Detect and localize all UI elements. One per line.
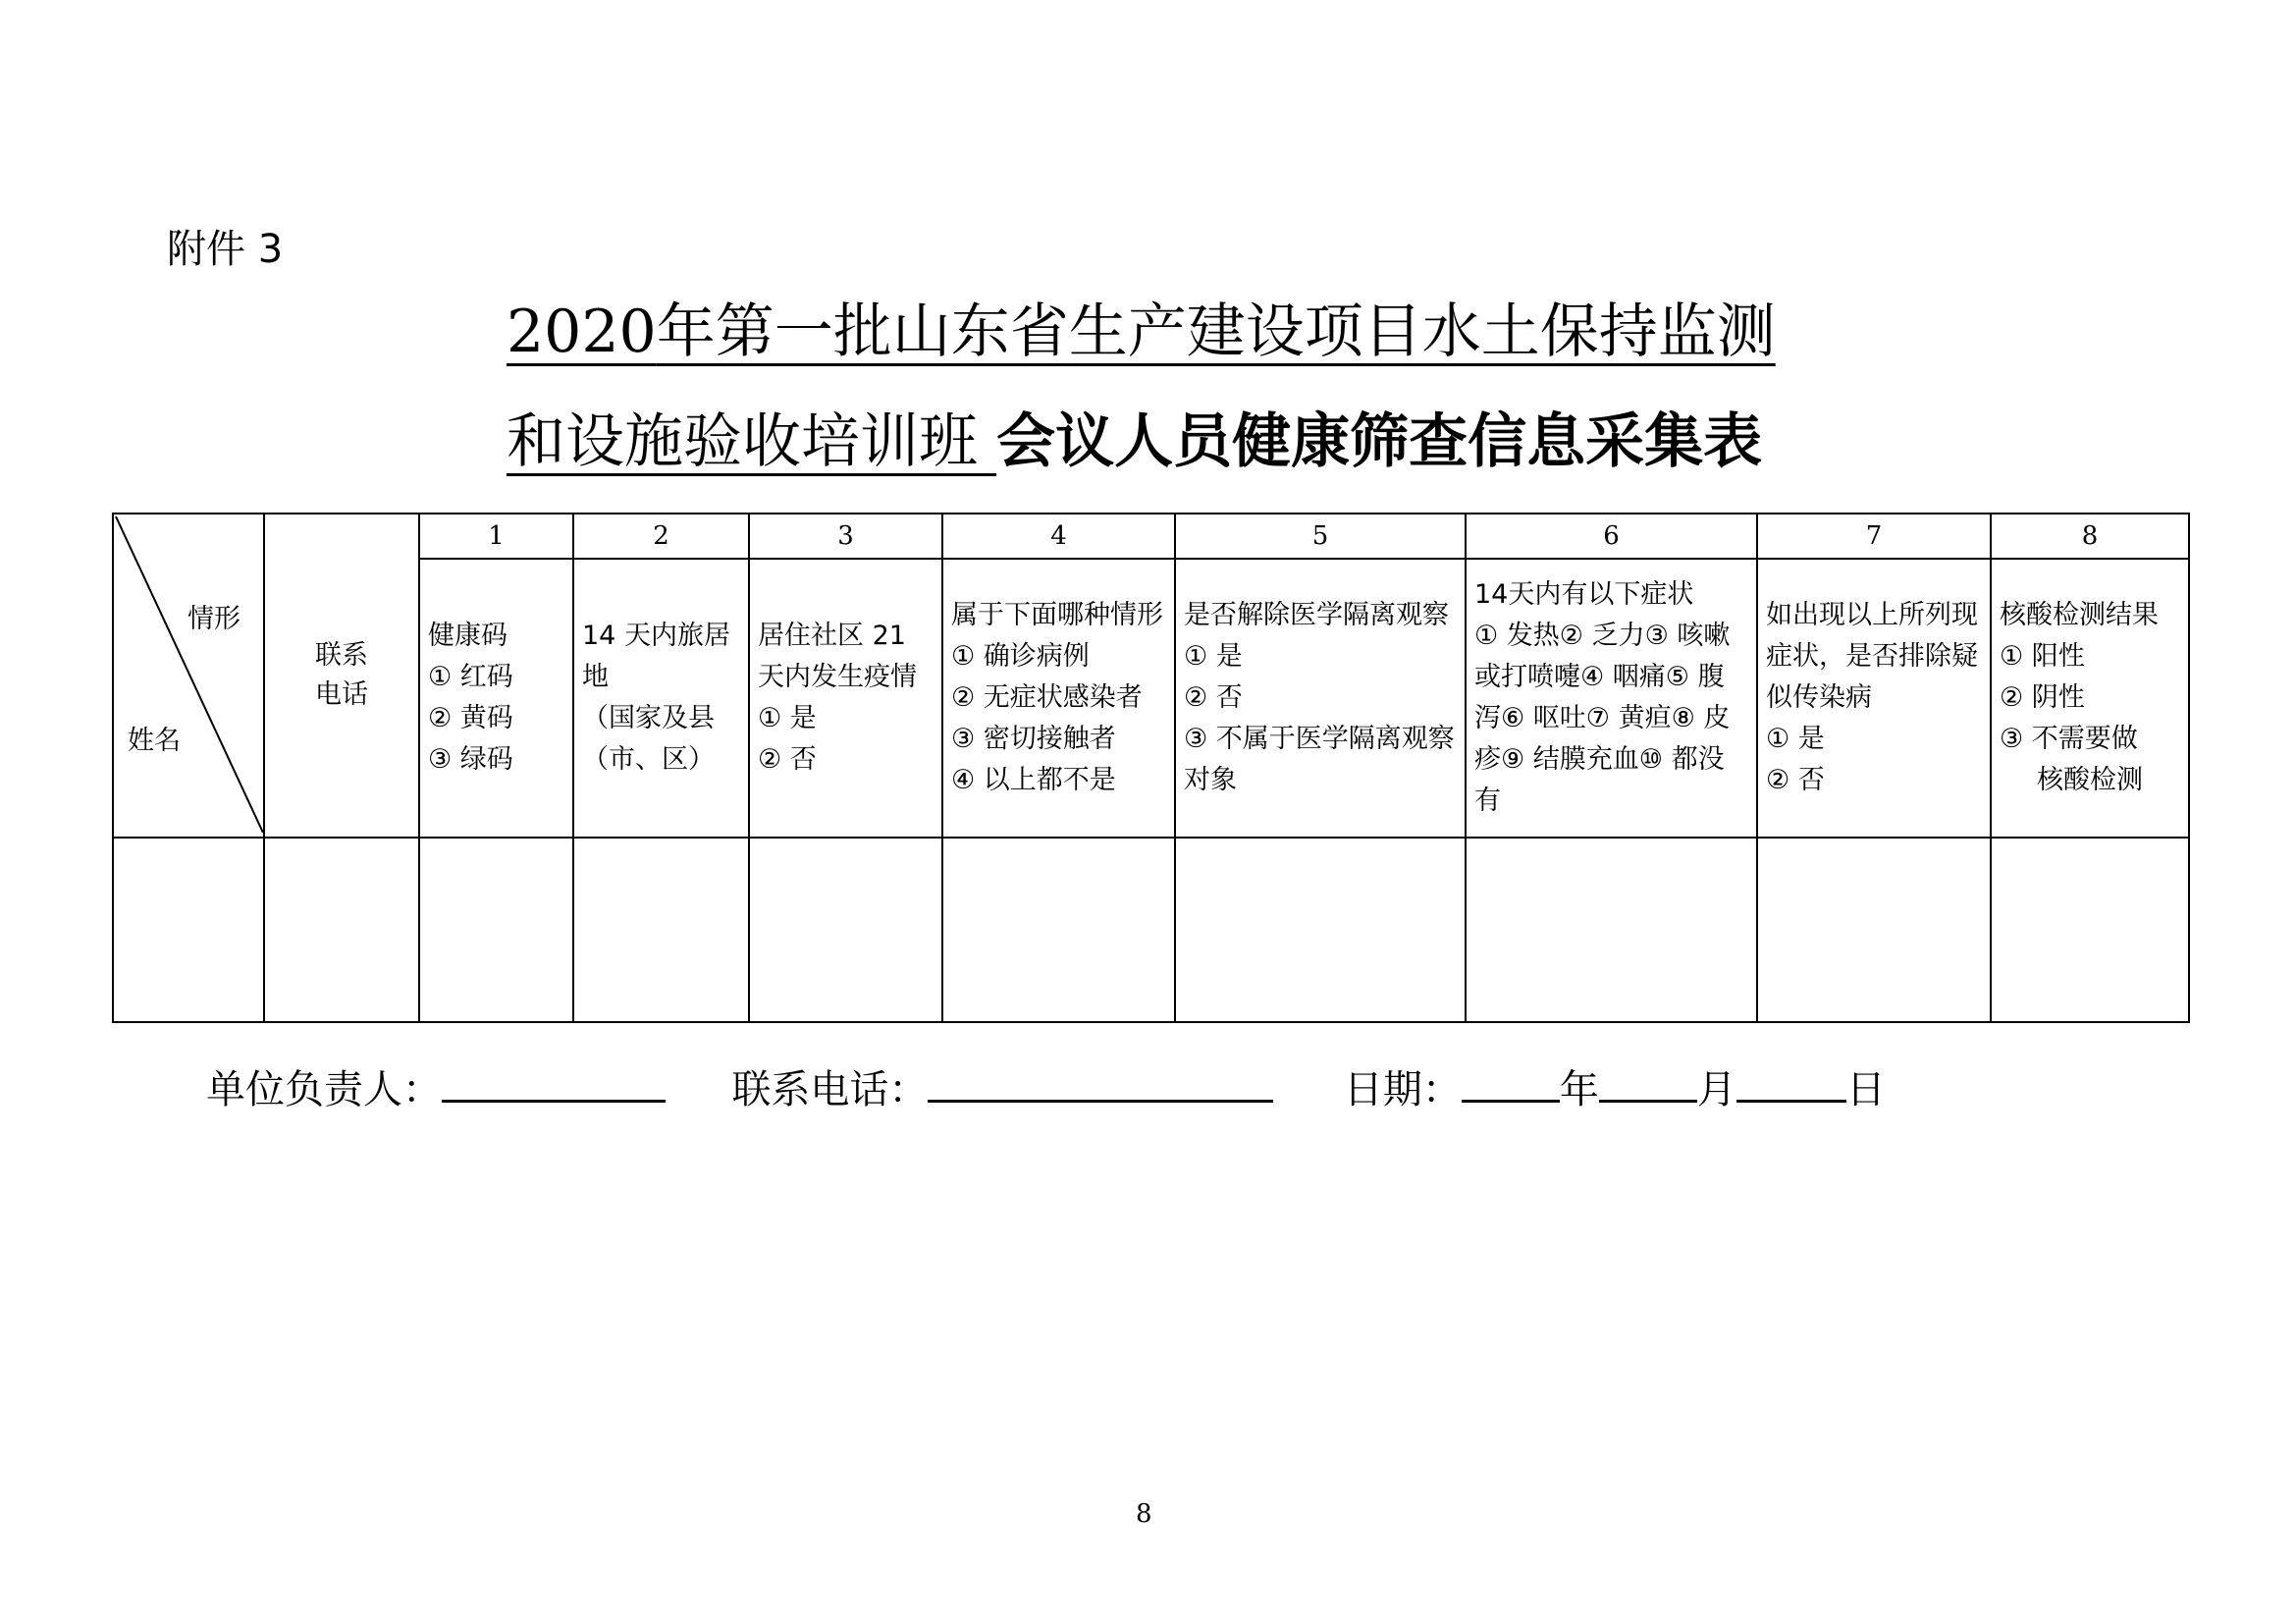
header-situation: 情形 [187,604,240,634]
month-blank[interactable] [1599,1064,1697,1103]
title-line-1-text: 年第一批山东省生产建设项目水土保持监测 [656,298,1776,366]
header-symptoms: 14天内有以下症状 ① 发热② 乏力③ 咳嗽或打喷嚏④ 咽痛⑤ 腹泻⑥ 呕吐⑦ 黄疸⑧ 皮疹⑨ 结膜充血⑩ 都没有 [1466,559,1757,838]
column-number-7: 7 [1757,514,1991,559]
title-training-class: 和设施验收培训班 [507,407,978,476]
column-number-6: 6 [1466,514,1757,559]
column-number-1: 1 [419,514,573,559]
header-health-code: 健康码 ① 红码 ② 黄码 ③ 绿码 [419,559,573,838]
header-exclude-infectious: 如出现以上所列现症状，是否排除疑似传染病 ① 是 ② 否 [1757,559,1991,838]
nucleic-acid-input-cell[interactable] [1991,838,2189,1022]
title-line-1 [507,298,1776,366]
column-number-4: 4 [942,514,1175,559]
title-line-2 [507,407,1763,476]
day-label: 日 [1845,1067,1886,1112]
header-travel-history: 14 天内旅居地 （国家及县（市、区） [573,559,749,838]
quarantine-release-input-cell[interactable] [1175,838,1466,1022]
day-blank[interactable] [1736,1064,1846,1103]
header-community-outbreak: 居住社区 21 天内发生疫情 ① 是 ② 否 [749,559,942,838]
year-blank[interactable] [1462,1064,1560,1103]
health-code-input-cell[interactable] [419,838,573,1022]
header-nucleic-acid: 核酸检测结果 ① 阳性 ② 阴性 ③ 不需要做 核酸检测 [1991,559,2189,838]
column-number-5: 5 [1175,514,1466,559]
title-form-name: 会议人员健康筛查信息采集表 [996,407,1763,476]
name-input-cell[interactable] [113,838,264,1022]
title-year: 2020 [507,298,657,366]
year-label: 年 [1559,1067,1599,1112]
community-outbreak-input-cell[interactable] [749,838,942,1022]
travel-history-input-cell[interactable] [573,838,749,1022]
case-category-input-cell[interactable] [942,838,1175,1022]
attachment-label: 附件 3 [167,227,284,272]
symptoms-input-cell[interactable] [1466,838,1757,1022]
leader-label: 单位负责人： [206,1067,442,1112]
screening-table [112,513,2190,1023]
column-number-2: 2 [573,514,749,559]
corner-header-cell [113,514,264,838]
column-number-8: 8 [1991,514,2189,559]
header-phone: 联系 电话 [264,514,419,838]
page-number: 8 [1136,1499,1152,1529]
date-label: 日期： [1343,1067,1462,1112]
month-label: 月 [1696,1067,1736,1112]
column-number-3: 3 [749,514,942,559]
signature-footer [206,1058,1886,1114]
header-name: 姓名 [128,726,181,756]
header-quarantine-release: 是否解除医学隔离观察 ① 是 ② 否 ③ 不属于医学隔离观察对象 [1175,559,1466,838]
phone-blank[interactable] [928,1064,1273,1103]
exclude-infectious-input-cell[interactable] [1757,838,1991,1022]
header-case-category: 属于下面哪种情形 ① 确诊病例 ② 无症状感染者 ③ 密切接触者 ④ 以上都不是 [942,559,1175,838]
phone-label: 联系电话： [731,1067,929,1112]
phone-input-cell[interactable] [264,838,419,1022]
diagonal-line [114,514,265,835]
leader-blank[interactable] [442,1064,666,1103]
